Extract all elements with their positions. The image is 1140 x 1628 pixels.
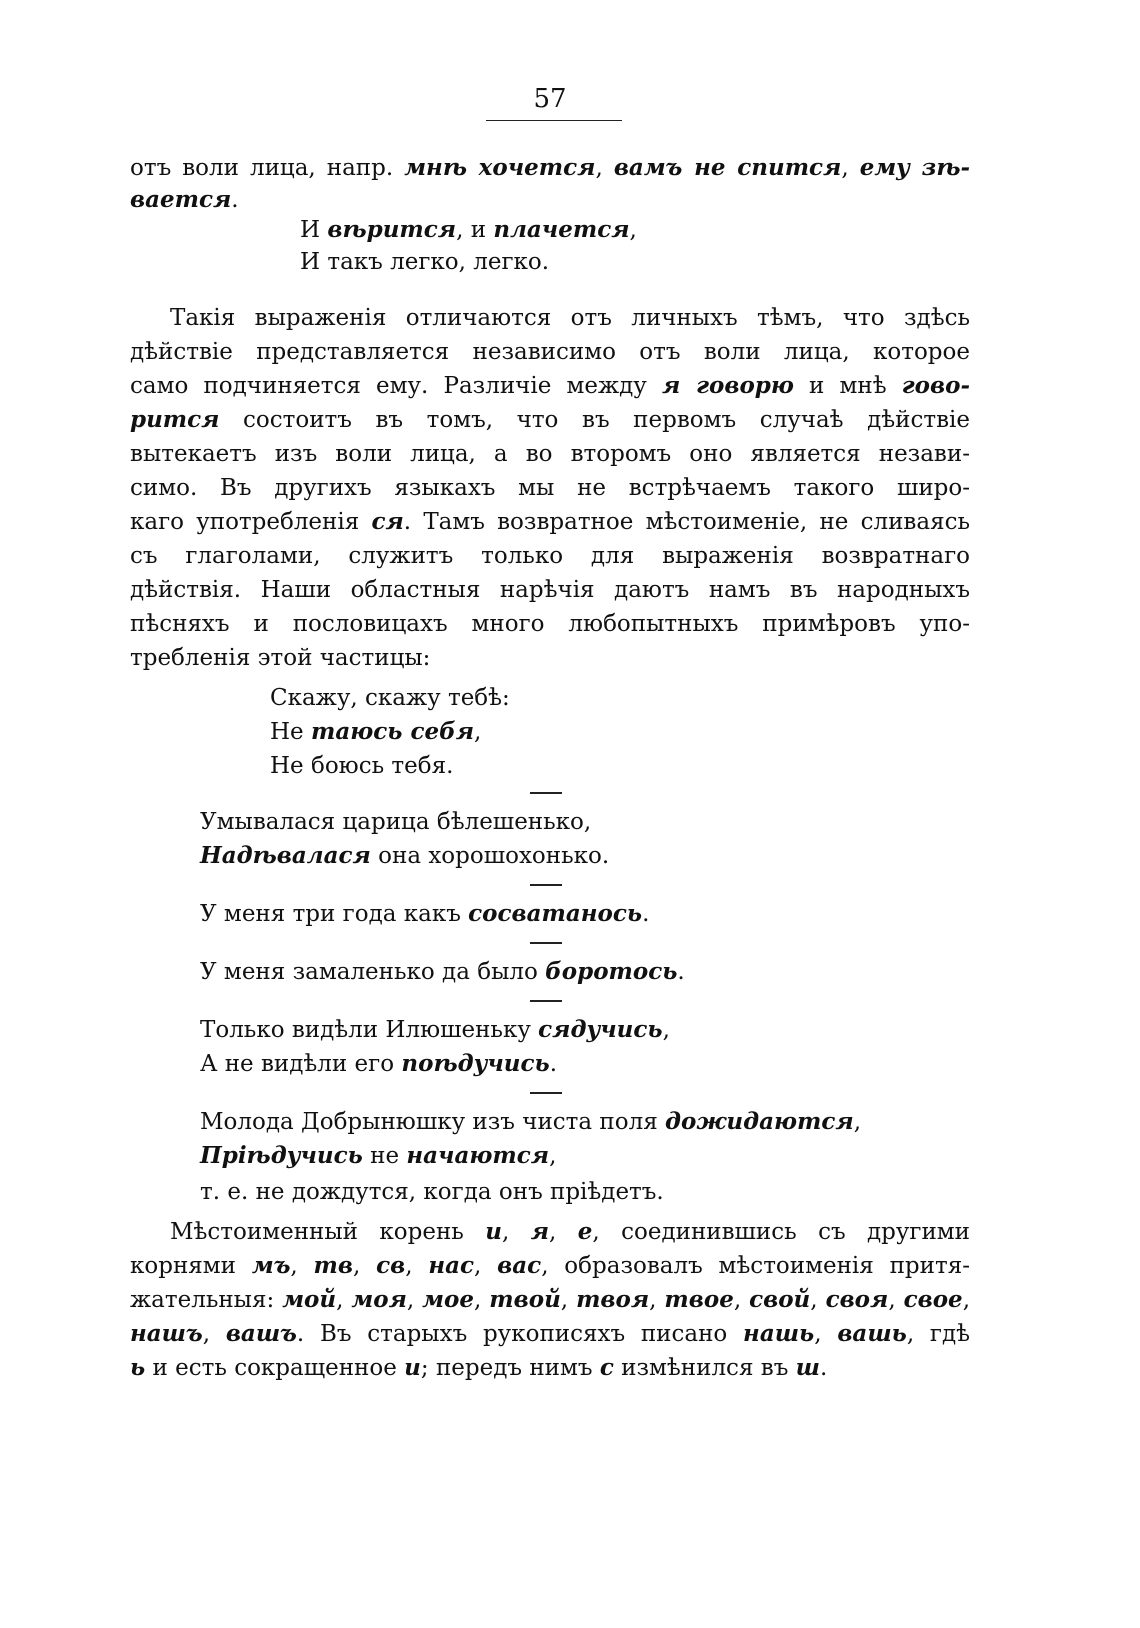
- paragraph-line: пѣсняхъ и пословицахъ много любопытныхъ примѣровъ упо-: [130, 611, 970, 637]
- paragraph-line: Мѣстоименный корень и, я, е, соединившись съ другими: [170, 1218, 971, 1245]
- paragraph-line: каго употребленія ся. Тамъ возвратное мѣстоименіе, не сливаясь: [130, 508, 971, 535]
- verse-line: Не боюсь тебя.: [270, 753, 454, 779]
- paragraph-line: требленія этой частицы:: [130, 645, 431, 671]
- paragraph-line: корнями мъ, тв, св, нас, вас, образовалъ мѣстоименія притя-: [130, 1252, 970, 1279]
- verse-line: А не видѣли его поѣдучись.: [200, 1050, 557, 1077]
- poem-line: И вѣрится, и плачется,: [300, 216, 637, 243]
- paragraph-line: симо. Въ другихъ языкахъ мы не встрѣчаемъ такого широ-: [130, 475, 970, 501]
- verse-separator: [530, 942, 562, 944]
- verse-line: Не таюсь себя,: [270, 718, 482, 745]
- verse-line: т. е. не дождутся, когда онъ пріѣдетъ.: [200, 1179, 664, 1205]
- verse-separator: [530, 1092, 562, 1094]
- paragraph-line: нашъ, вашъ. Въ старыхъ рукописяхъ писано нашь, вашь, гдѣ: [130, 1320, 970, 1347]
- page-number-underline: [486, 120, 622, 121]
- paragraph-line: вытекаетъ изъ воли лица, а во второмъ оно является незави-: [130, 441, 970, 467]
- paragraph-line: дѣйствія. Наши областныя нарѣчія даютъ намъ въ народныхъ: [130, 577, 970, 603]
- verse-separator: [530, 1000, 562, 1002]
- paragraph-line: рится состоитъ въ томъ, что въ первомъ случаѣ дѣйствіе: [130, 406, 970, 433]
- page-number: 57: [533, 84, 567, 114]
- verse-line: У меня три года какъ сосватанось.: [200, 900, 650, 927]
- verse-separator: [530, 884, 562, 886]
- text-line: вается.: [130, 186, 239, 213]
- verse-line: Пріѣдучись не начаются,: [200, 1142, 557, 1169]
- text-line: отъ воли лица, напр. мнѣ хочется, вамъ не спится, ему зѣ-: [130, 154, 971, 181]
- verse-line: Надѣвалася она хорошохонько.: [200, 842, 610, 869]
- verse-line: Молода Добрынюшку изъ чиста поля дожидаются,: [200, 1108, 861, 1135]
- verse-line: Скажу, скажу тебѣ:: [270, 685, 510, 711]
- paragraph-line: дѣйствіе представляется независимо отъ воли лица, которое: [130, 339, 970, 365]
- paragraph-line: съ глаголами, служитъ только для выраженія возвратнаго: [130, 543, 970, 569]
- paragraph-line: жательныя: мой, моя, мое, твой, твоя, твое, свой, своя, свое,: [130, 1286, 970, 1313]
- paragraph-line: Такія выраженія отличаются отъ личныхъ тѣмъ, что здѣсь: [170, 305, 970, 331]
- verse-line: Умывалася царица бѣлешенько,: [200, 809, 592, 835]
- paragraph-line: ь и есть сокращенное и; передъ нимъ с измѣнился въ ш.: [130, 1354, 828, 1381]
- verse-line: У меня замаленько да было боротось.: [200, 958, 685, 985]
- verse-line: Только видѣли Илюшеньку сядучись,: [200, 1016, 670, 1043]
- verse-separator: [530, 792, 562, 794]
- poem-line: И такъ легко, легко.: [300, 249, 550, 275]
- paragraph-line: само подчиняется ему. Различіе между я говорю и мнѣ гово-: [130, 372, 970, 399]
